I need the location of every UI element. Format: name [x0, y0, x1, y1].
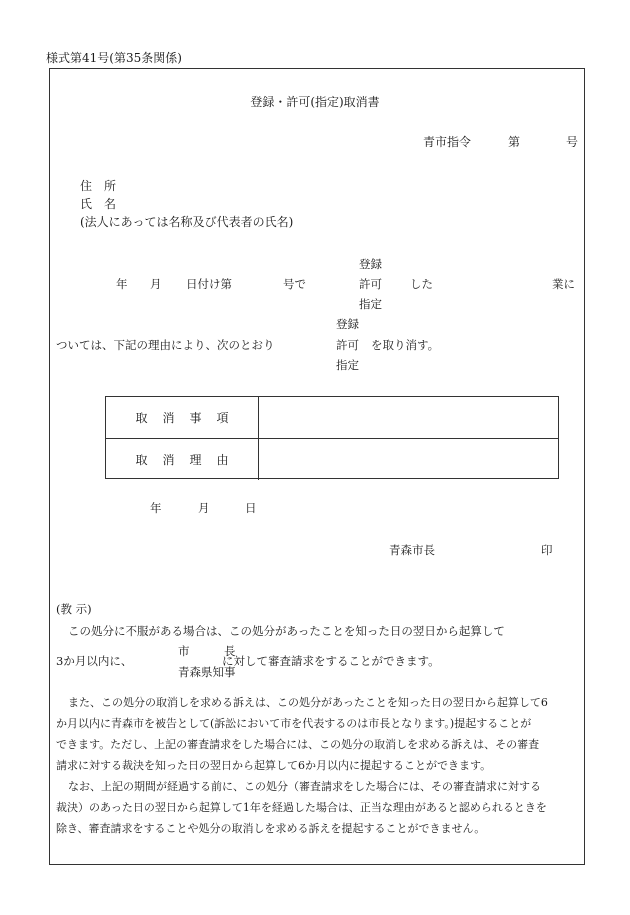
notice-p2-line1: また、この処分の取消しを求める訴えは、この処分があったことを知った日の翌日から起算して6	[68, 696, 548, 709]
date-day: 日	[245, 501, 257, 515]
table-row	[106, 438, 558, 480]
line1-touroku: 登録	[359, 257, 382, 271]
notice-p2-line2: か月以内に青森市を被告として(訴訟において市を代表するのは市長となります。)提起することが	[56, 717, 532, 730]
seal-mark: 印	[541, 543, 553, 557]
line2-touroku: 登録	[336, 317, 359, 331]
document-title: 登録・許可(指定)取消書	[250, 95, 380, 109]
corporation-note: (法人にあっては名称及び代表者の氏名)	[80, 215, 294, 229]
address-label: 住 所	[80, 179, 117, 193]
line1-shita: した	[410, 277, 433, 291]
notice-option-governor: 青森県知事	[178, 665, 236, 679]
date-month: 月	[198, 501, 210, 515]
line1-go-de: 号で	[283, 277, 306, 291]
notice-p1-prefix: 3か月以内に、	[56, 654, 133, 668]
name-label: 氏 名	[80, 197, 117, 211]
notice-p2-line4: 請求に対する裁決を知った日の翌日から起算して6か月以内に提起することができます。	[56, 759, 492, 772]
doc-number-dai: 第	[508, 135, 521, 149]
notice-p1-line1: この処分に不服がある場合は、この処分があったことを知った日の翌日から起算して	[68, 624, 505, 638]
notice-p3-line1: なお、上記の期間が経過する前に、この処分（審査請求をした場合には、その審査請求に対する	[68, 780, 541, 793]
doc-number-go: 号	[566, 135, 579, 149]
form-number-label: 様式第41号(第35条関係)	[46, 51, 182, 65]
cancellation-reason-label: 取消理由	[106, 439, 259, 480]
line1-shitei: 指定	[359, 297, 382, 311]
notice-p1-suffix: に対して審査請求をすることができます。	[222, 654, 440, 668]
line2-shitei: 指定	[336, 358, 359, 372]
notice-p3-line2: 裁決）のあった日の翌日から起算して1年を経過した場合は、正当な理由があると認められるときを	[56, 801, 547, 814]
table-row	[106, 397, 558, 438]
cancellation-item-label: 取消事項	[106, 397, 259, 438]
doc-number-prefix: 青市指令	[423, 135, 472, 149]
notice-heading: (教 示)	[56, 602, 92, 616]
line2-text: ついては、下記の理由により、次のとおり	[56, 338, 275, 352]
line2-torikesu: を取り消す。	[371, 338, 440, 352]
mayor-title: 青森市長	[389, 543, 435, 557]
line1-gyo-ni: 業に	[552, 277, 575, 291]
notice-option-mayor: 市 長	[178, 644, 236, 658]
line1-month: 月	[150, 277, 162, 291]
line1-date-no: 日付け第	[186, 277, 232, 291]
line2-kyoka: 許可	[336, 338, 359, 352]
cancellation-table	[105, 396, 559, 479]
line1-kyoka: 許可	[359, 277, 382, 291]
date-year: 年	[150, 501, 162, 515]
line1-year: 年	[116, 277, 128, 291]
notice-p3-line3: 除き、審査請求をすることや処分の取消しを求める訴えを提起することができません。	[56, 822, 486, 835]
notice-p2-line3: できます。ただし、上記の審査請求をした場合には、この処分の取消しを求める訴えは、その審査	[56, 738, 540, 751]
